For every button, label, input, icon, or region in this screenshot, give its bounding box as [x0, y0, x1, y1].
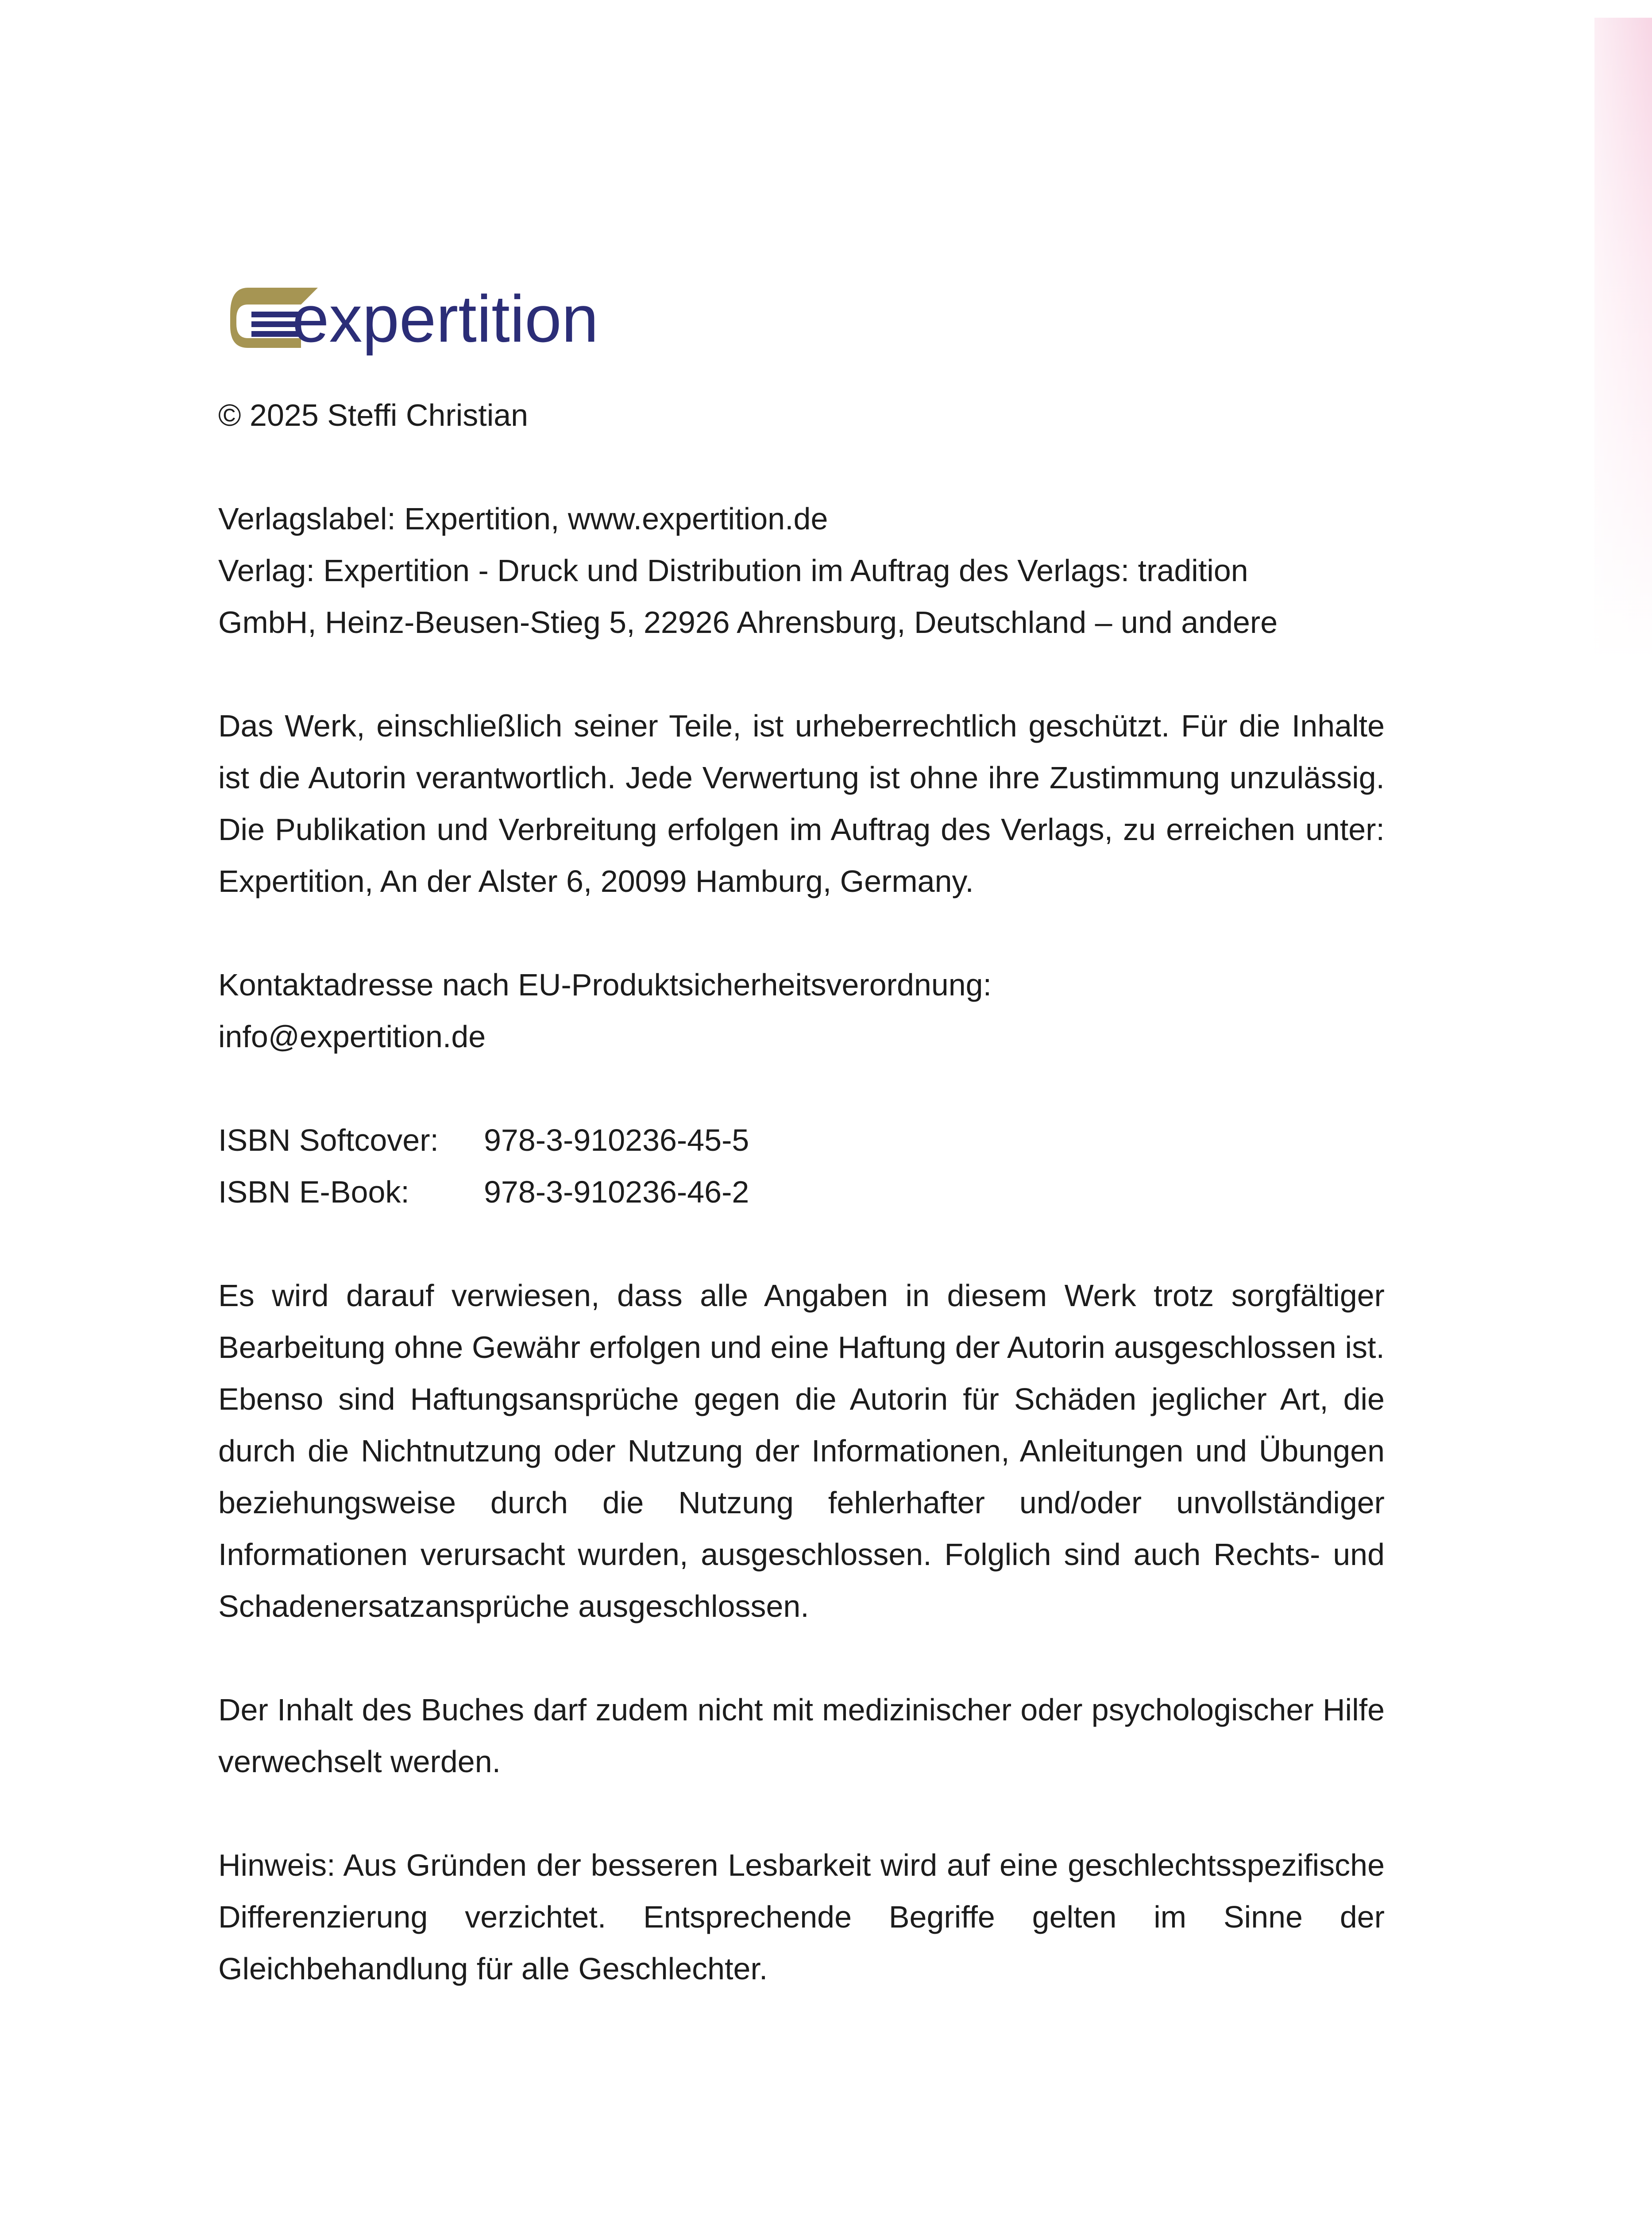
- isbn-label: ISBN E-Book:: [218, 1175, 409, 1209]
- decorative-pink-edge: [1594, 18, 1652, 659]
- isbn-value: 978-3-910236-45-5: [484, 1123, 749, 1157]
- isbn-ebook-row: [218, 1166, 1385, 1218]
- contact-email: info@expertition.de: [218, 1019, 486, 1054]
- contact-line: Kontaktadresse nach EU-Produktsicherheitsverordnung:: [218, 968, 992, 1002]
- disclaimer-paragraph: Es wird darauf verwiesen, dass alle Angaben in diesem Werk trotz sorgfältiger Bearbeitung ohne Gewähr erfolgen und eine Haftung der Autorin ausgeschlossen ist. Ebenso sind Haftungsansprüche gegen die Autorin für Schäden jeglicher Art, die durch die Nichtnutzung oder Nutzung der Informationen, Anleitungen und Übungen beziehungsweise durch die Nutzung fehlerhafter und/oder unvollständiger Informationen verursacht wurden, ausgeschlossen. Folglich sind auch Rechts- und Schadenersatzansprüche ausgeschlossen.: [218, 1278, 1385, 1623]
- copyright-line: © 2025 Steffi Christian: [218, 398, 529, 432]
- publisher-line-2: GmbH, Heinz-Beusen-Stieg 5, 22926 Ahrensburg, Deutschland – und andere: [218, 605, 1278, 640]
- brand-wordmark: expertition: [292, 283, 599, 356]
- publisher-label-line: Verlagslabel: Expertition, www.expertition.de: [218, 501, 828, 536]
- medical-paragraph: Der Inhalt des Buches darf zudem nicht mit medizinischer oder psychologischer Hilfe verwechselt werden.: [218, 1693, 1385, 1779]
- expertition-logo: [230, 283, 602, 367]
- imprint-content: [218, 389, 1385, 1995]
- publisher-line-1: Verlag: Expertition - Druck und Distribution im Auftrag des Verlags: tradition: [218, 553, 1248, 588]
- rights-paragraph: Das Werk, einschließlich seiner Teile, ist urheberrechtlich geschützt. Für die Inhalte ist die Autorin verantwortlich. Jede Verwertung ist ohne ihre Zustimmung unzulässig. Die Publikation und Verbreitung erfolgen im Auftrag des Verlags, zu erreichen unter: Expertition, An der Alster 6, 20099 Hamburg, Germany.: [218, 709, 1385, 898]
- note-paragraph: Hinweis: Aus Gründen der besseren Lesbarkeit wird auf eine geschlechtsspezifische Differenzierung verzichtet. Entsprechende Begriffe gelten im Sinne der Gleichbehandlung für alle Geschlechter.: [218, 1848, 1385, 1986]
- isbn-softcover-row: [218, 1114, 1385, 1166]
- isbn-label: ISBN Softcover:: [218, 1123, 439, 1157]
- isbn-value: 978-3-910236-46-2: [484, 1175, 749, 1209]
